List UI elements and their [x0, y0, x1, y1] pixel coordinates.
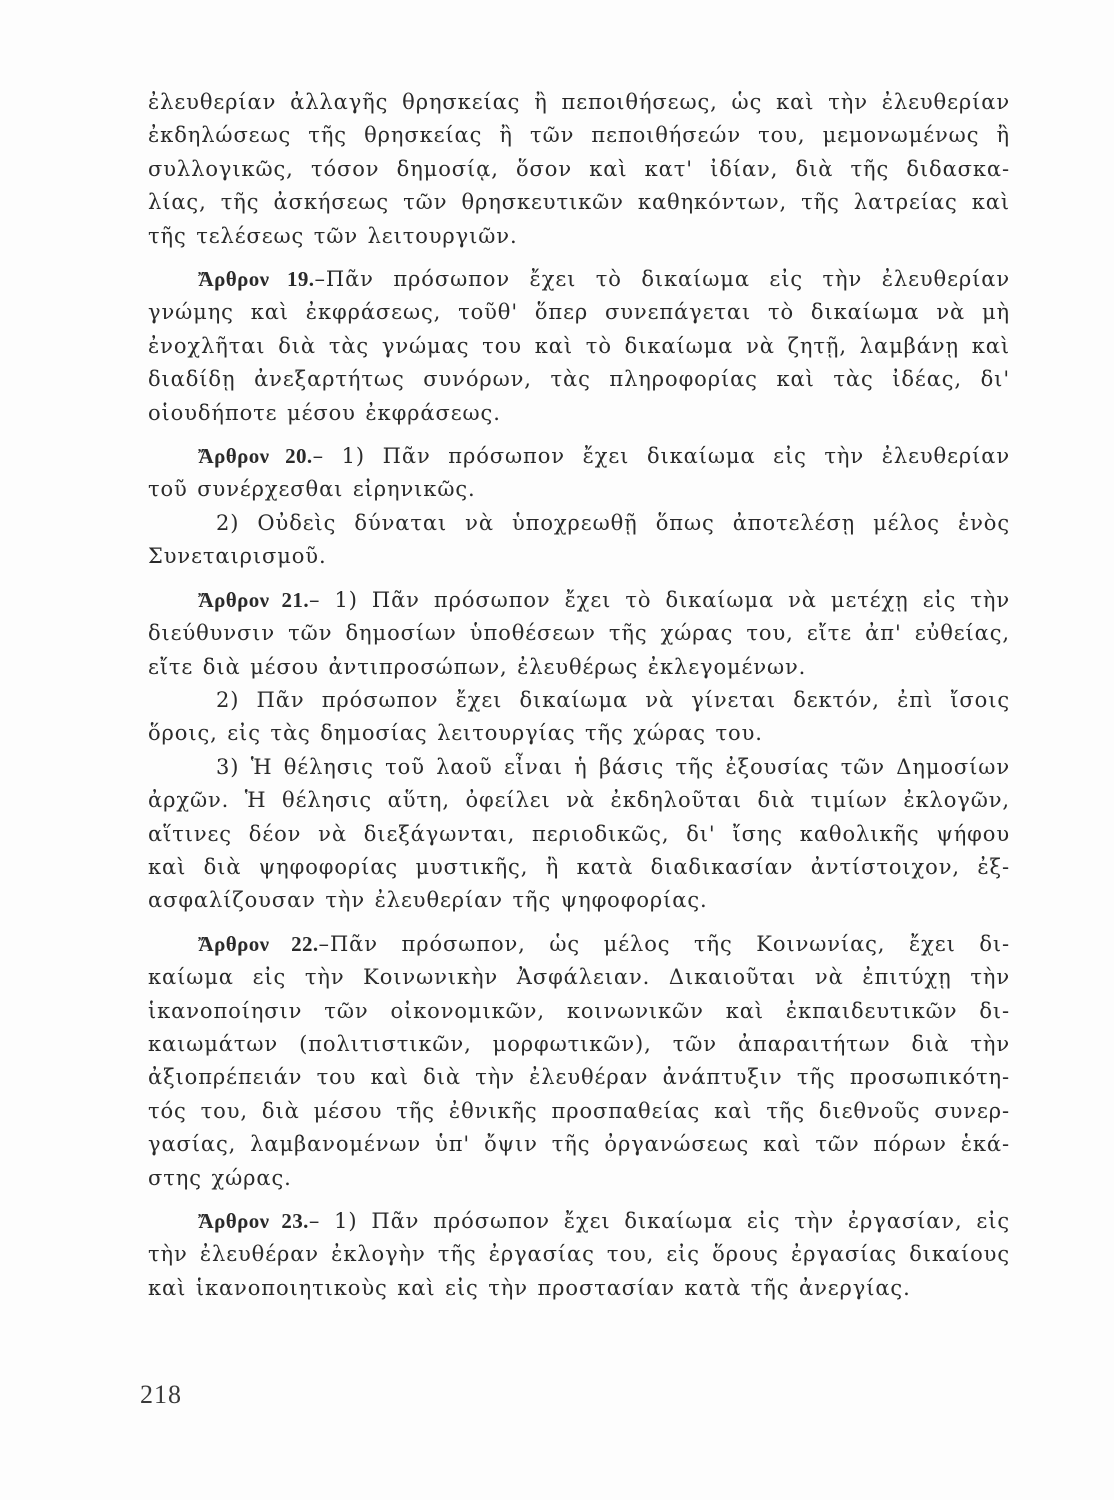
text-line: ἱκανοποίησιν τῶν οἰκονομικῶν, κοινωνικῶν καὶ ἐκπαιδευτικῶν δι- [148, 998, 1010, 1023]
text-line: ὅροις, εἰς τὰς δημοσίας λειτουργίας τῆς χώρας του. [148, 721, 763, 746]
paragraph-article-20-clause-2 [148, 507, 1010, 574]
text-line: συλλογικῶς, τόσον δημοσίᾳ, ὅσον καὶ κατ' ἰδίαν, διὰ τῆς διδασκα- [148, 156, 1010, 181]
text-line: διεύθυνσιν τῶν δημοσίων ὑποθέσεων τῆς χώρας του, εἴτε ἀπ' εὐθείας, [148, 621, 1010, 646]
text-line: 2) Πᾶν πρόσωπον ἔχει δικαίωμα νὰ γίνεται δεκτόν, ἐπὶ ἴσοις [216, 687, 1010, 712]
text-line: αἵτινες δέον νὰ διεξάγωνται, περιοδικῶς, δι' ἴσης καθολικῆς ψήφου [148, 821, 1010, 846]
page-body-text [148, 86, 1010, 1305]
article-heading: Ἄρθρον 22. [198, 931, 319, 956]
text-line: Συνεταιρισμοῦ. [148, 544, 327, 569]
text-line: γνώμης καὶ ἐκφράσεως, τοῦθ' ὅπερ συνεπάγεται τὸ δικαίωμα νὰ μὴ [148, 300, 1010, 325]
text-line: ἀξιοπρέπειάν του καὶ διὰ τὴν ἐλευθέραν ἀνάπτυξιν τῆς προσωπικότη- [148, 1065, 1010, 1090]
text-line: τῆς τελέσεως τῶν λειτουργιῶν. [148, 223, 518, 248]
text-line: τοῦ συνέρχεσθαι εἰρηνικῶς. [148, 477, 476, 502]
paragraph-article-21-clause-3 [148, 751, 1010, 918]
text-fragment: – 1) Πᾶν πρόσωπον ἔχει δικαίωμα εἰς τὴν ἐργασίαν, εἰς [308, 1209, 1010, 1233]
paragraph-article-19 [148, 263, 1010, 430]
text-line: ἐλευθερίαν ἀλλαγῆς θρησκείας ἢ πεποιθήσεως, ὡς καὶ τὴν ἐλευθερίαν [148, 90, 1010, 114]
article-heading: Ἄρθρον 23. [198, 1209, 309, 1233]
text-line: ἐκδηλώσεως τῆς θρησκείας ἢ τῶν πεποιθήσεών του, μεμονωμένως ἢ [148, 123, 1010, 148]
paragraph-article-21-clause-2 [148, 684, 1010, 751]
text-line: ἀρχῶν. Ἡ θέλησις αὕτη, ὀφείλει νὰ ἐκδηλοῦται διὰ τιμίων ἐκλογῶν, [148, 788, 1010, 813]
text-line [148, 263, 1010, 296]
text-line: οἱουδήποτε μέσου ἐκφράσεως. [148, 400, 501, 425]
text-line: ασφαλίζουσαν τὴν ἐλευθερίαν τῆς ψηφοφορίας. [148, 888, 708, 913]
text-line [148, 440, 1010, 473]
text-fragment: –Πᾶν πρόσωπον ἔχει τὸ δικαίωμα εἰς τὴν ἐλευθερίαν [314, 267, 1010, 292]
article-heading: Ἄρθρον 19. [198, 267, 315, 292]
text-line [148, 584, 1010, 617]
paragraph-article-22 [148, 928, 1010, 1195]
text-line: τός του, διὰ μέσου τῆς ἐθνικῆς προσπαθείας καὶ τῆς διεθνοῦς συνερ- [148, 1098, 1010, 1123]
text-line: λίας, τῆς ἀσκήσεως τῶν θρησκευτικῶν καθηκόντων, τῆς λατρείας καὶ [148, 190, 1010, 215]
text-line [148, 928, 1010, 961]
text-fragment: – 1) Πᾶν πρόσωπον ἔχει τὸ δικαίωμα νὰ μετέχῃ εἰς τὴν [308, 587, 1010, 612]
text-line [148, 1205, 1010, 1238]
text-line: διαδίδῃ ἀνεξαρτήτως συνόρων, τὰς πληροφορίας καὶ τὰς ἰδέας, δι' [148, 367, 1010, 392]
paragraph-article-23 [148, 1205, 1010, 1305]
text-line: τὴν ἐλευθέραν ἐκλογὴν τῆς ἐργασίας του, εἰς ὅρους ἐργασίας δικαίους [148, 1242, 1010, 1267]
paragraph-article-20 [148, 440, 1010, 507]
text-line: γασίας, λαμβανομένων ὑπ' ὄψιν τῆς ὀργανώσεως καὶ τῶν πόρων ἑκά- [148, 1132, 1010, 1157]
text-line: 2) Οὐδεὶς δύναται νὰ ὑποχρεωθῇ ὅπως ἀποτελέσῃ μέλος ἑνὸς [216, 510, 1010, 535]
paragraph-article-21 [148, 584, 1010, 684]
page-number: 218 [140, 1380, 182, 1409]
text-line: στης χώρας. [148, 1165, 292, 1190]
text-line: ἐνοχλῆται διὰ τὰς γνώμας του καὶ τὸ δικαίωμα νὰ ζητῇ, λαμβάνῃ καὶ [148, 333, 1010, 358]
text-line: καίωμα εἰς τὴν Κοινωνικὴν Ἀσφάλειαν. Δικαιοῦται νὰ ἐπιτύχῃ τὴν [148, 965, 1010, 990]
text-fragment: – 1) Πᾶν πρόσωπον ἔχει δικαίωμα εἰς τὴν ἐλευθερίαν [312, 444, 1011, 469]
text-line: καὶ διὰ ψηφοφορίας μυστικῆς, ἢ κατὰ διαδικασίαν ἀντίστοιχον, ἐξ- [148, 854, 1010, 879]
text-line: εἴτε διὰ μέσου ἀντιπροσώπων, ἐλευθέρως ἐκλεγομένων. [148, 654, 807, 679]
text-fragment: –Πᾶν πρόσωπον, ὡς μέλος τῆς Κοινωνίας, ἔχει δι- [318, 931, 1010, 956]
paragraph-article-18-continued [148, 86, 1010, 253]
text-line: καὶ ἱκανοποιητικοὺς καὶ εἰς τὴν προστασίαν κατὰ τῆς ἀνεργίας. [148, 1275, 911, 1300]
text-line: 3) Ἡ θέλησις τοῦ λαοῦ εἶναι ἡ βάσις τῆς ἐξουσίας τῶν Δημοσίων [216, 754, 1010, 779]
text-line: καιωμάτων (πολιτιστικῶν, μορφωτικῶν), τῶν ἀπαραιτήτων διὰ τὴν [148, 1031, 1010, 1056]
article-heading: Ἄρθρον 20. [198, 444, 313, 469]
article-heading: Ἄρθρον 21. [198, 587, 309, 612]
